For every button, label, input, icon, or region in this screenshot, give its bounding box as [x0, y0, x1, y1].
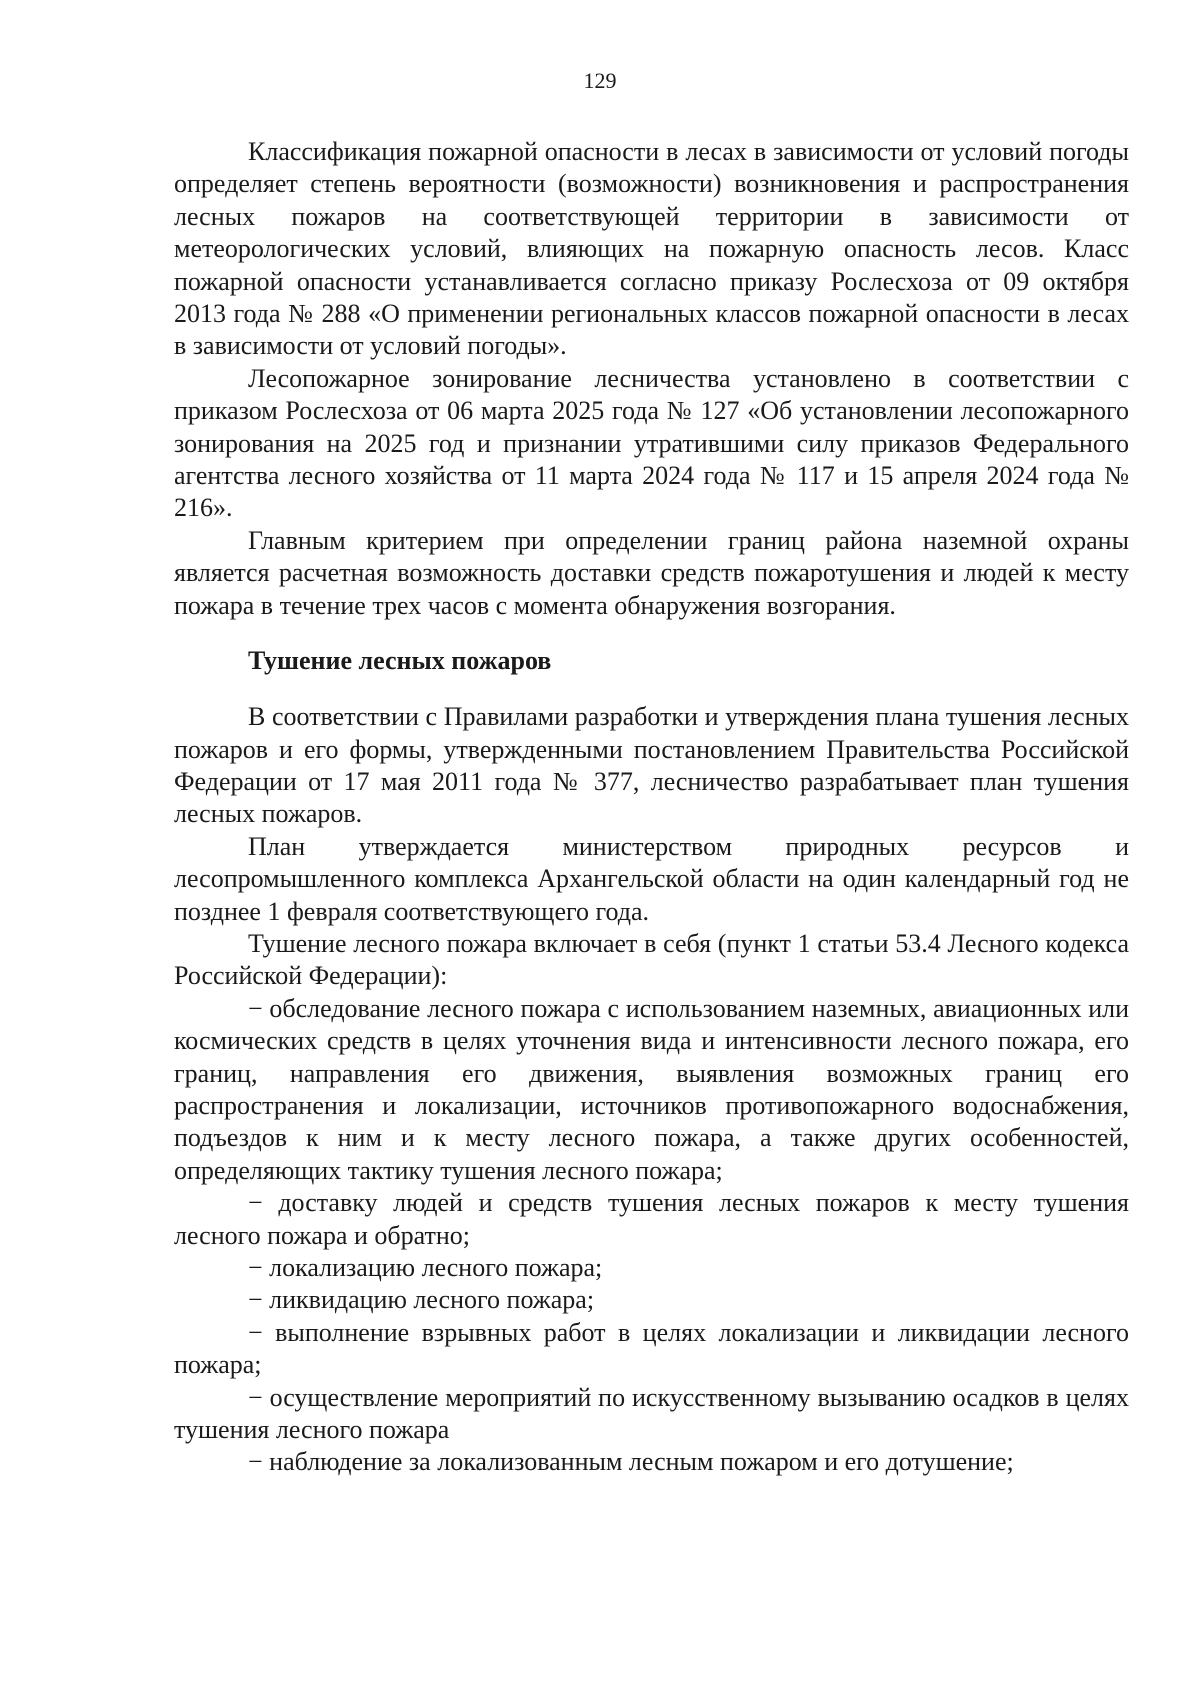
paragraph-plan-approval: План утверждается министерством природных ресурсов и лесопромышленного комплекса Архангельской области на один календарный год не позднее 1 февраля соответствующего года. [174, 831, 1129, 926]
page-number: 129 [583, 68, 617, 93]
list-item-fire-survey: − обследование лесного пожара с использованием наземных, авиационных или космических средств в целях уточнения вида и интенсивности лесного пожара, его границ, направления его движения, выявления возможных границ его распространения и локализации, источников противопожарного водоснабжения, подъездов к ним и к месту лесного пожара, а также других особенностей, определяющих тактику тушения лесного пожара; [174, 993, 1129, 1185]
paragraph-fire-danger-classification: Классификация пожарной опасности в лесах в зависимости от условий погоды определяет степень вероятности (возможности) возникновения и распространения лесных пожаров на соответствующей территории в зависимости от метеорологических условий, влияющих на пожарную опасность лесов. Класс пожарной опасности устанавливается согласно приказу Рослесхоза от 09 октября 2013 года № 288 «О применении региональных классов пожарной опасности в лесах в зависимости от условий погоды». [174, 137, 1129, 361]
paragraph-ground-protection-criterion: Главным критерием при определении границ района наземной охраны является расчетная возможность доставки средств пожаротушения и людей к месту пожара в течение трех часов с момента обнаружения возгорания. [174, 525, 1129, 620]
paragraph-fire-zoning: Лесопожарное зонирование лесничества установлено в соответствии с приказом Рослесхоза от 06 марта 2025 года № 127 «Об установлении лесопожарного зонирования на 2025 год и признании утратившими силу приказов Федерального агентства лесного хозяйства от 11 марта 2024 года № 117 и 15 апреля 2024 года № 216». [174, 363, 1129, 523]
list-item-artificial-precipitation: − осуществление мероприятий по искусственному вызыванию осадков в целях тушения лесного пожара [174, 1382, 1129, 1445]
list-item-delivery: − доставку людей и средств тушения лесных пожаров к месту тушения лесного пожара и обратно; [174, 1188, 1129, 1250]
list-item-blasting: − выполнение взрывных работ в целях локализации и ликвидации лесного пожара; [174, 1317, 1129, 1380]
list-item-monitoring: − наблюдение за локализованным лесным пожаром и его дотушение; [248, 1447, 1014, 1477]
document-body [174, 136, 1129, 1479]
list-item-localization: − локализацию лесного пожара; [248, 1253, 603, 1282]
list-item-liquidation: − ликвидацию лесного пожара; [248, 1285, 595, 1315]
paragraph-firefighting-plan-rules: В соответствии с Правилами разработки и утверждения плана тушения лесных пожаров и его формы, утвержденными постановлением Правительства Российской Федерации от 17 мая 2011 года № 377, лесничество разрабатывает план тушения лесных пожаров. [174, 702, 1129, 829]
section-heading: Тушение лесных пожаров [248, 646, 552, 676]
paragraph-firefighting-includes: Тушение лесного пожара включает в себя (пункт 1 статьи 53.4 Лесного кодекса Российской Федерации): [174, 928, 1129, 991]
